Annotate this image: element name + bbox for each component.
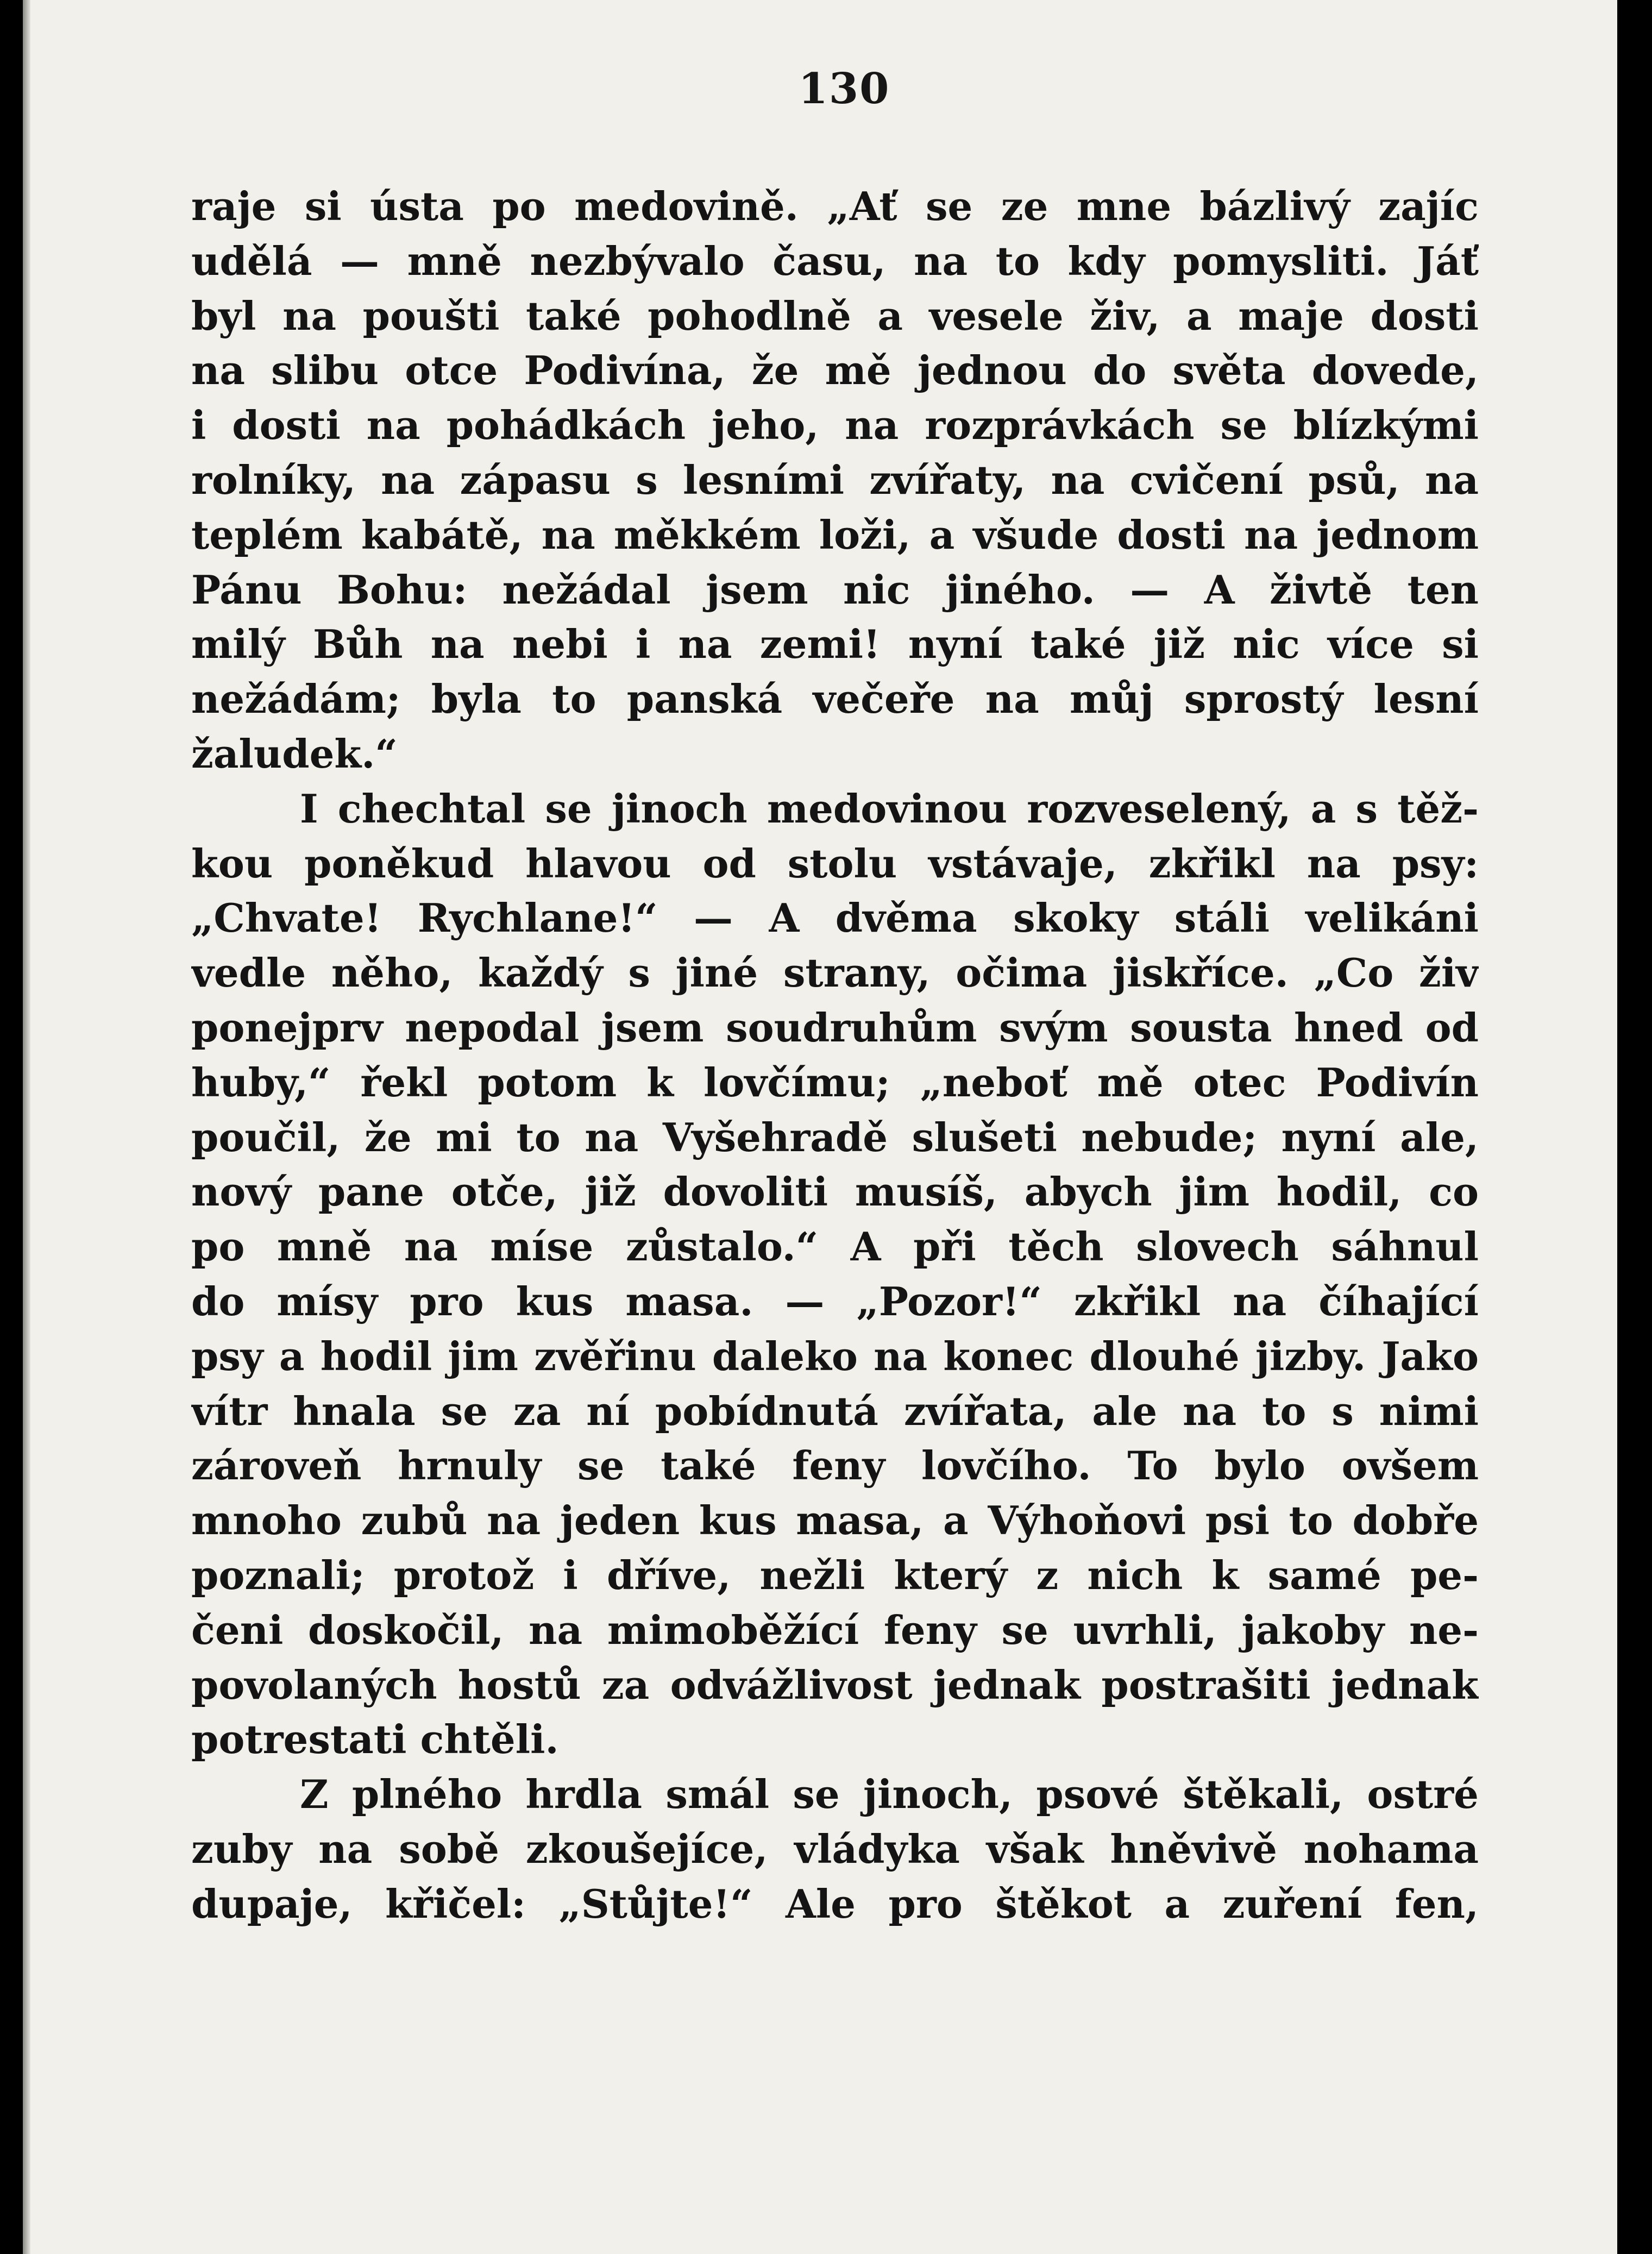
text-line: „Chvate! Rychlane!“ — A dvěma skoky stáli velikáni [191, 895, 1479, 941]
text-line: teplém kabátě, na měkkém loži, a všude dosti na jednom [191, 511, 1479, 558]
text-line: i dosti na pohádkách jeho, na rozprávkách se blízkými [191, 402, 1479, 449]
text-line: na slibu otce Podivína, že mě jednou do světa dovede, [191, 347, 1479, 394]
text-line: zuby na sobě zkoušejíce, vládyka však hněvivě nohama [191, 1825, 1479, 1872]
text-line: mnoho zubů na jeden kus masa, a Výhoňovi psi to dobře [191, 1497, 1479, 1544]
text-line: po mně na míse zůstalo.“ A při těch slovech sáhnul [191, 1223, 1479, 1270]
text-line: Z plného hrdla smál se jinoch, psové štěkali, ostré [300, 1771, 1479, 1818]
text-line: povolaných hostů za odvážlivost jednak postrašiti jednak [191, 1661, 1479, 1708]
text-line: byl na poušti také pohodlně a vesele živ, a maje dosti [191, 292, 1479, 339]
text-line: poučil, že mi to na Vyšehradě slušeti nebude; nyní ale, [191, 1114, 1479, 1160]
text-line: udělá — mně nezbývalo času, na to kdy pomysliti. Jáť [191, 237, 1479, 284]
text-line: milý Bůh na nebi i na zemi! nyní také již nic více si [191, 621, 1479, 668]
text-line: ponejprv nepodal jsem soudruhům svým sousta hned od [191, 1004, 1479, 1051]
text-line: I chechtal se jinoch medovinou rozveselený, a s těž- [300, 785, 1479, 832]
text-line: vítr hnala se za ní pobídnutá zvířata, ale na to s nimi [191, 1387, 1479, 1434]
text-line: raje si ústa po medovině. „Ať se ze mne bázlivý zajíc [191, 183, 1479, 229]
text-line: vedle něho, každý s jiné strany, očima jiskříce. „Co živ [191, 950, 1479, 996]
text-line: čeni doskočil, na mimoběžící feny se uvrhli, jakoby ne- [191, 1606, 1479, 1653]
text-line: huby,“ řekl potom k lovčímu; „neboť mě otec Podivín [191, 1059, 1479, 1106]
text-line: rolníky, na zápasu s lesními zvířaty, na cvičení psů, na [191, 456, 1479, 503]
text-line: nežádám; byla to panská večeře na můj sprostý lesní [191, 676, 1479, 723]
text-line: kou poněkud hlavou od stolu vstávaje, zkřikl na psy: [191, 840, 1479, 887]
text-line: poznali; protož i dříve, nežli který z nich k samé pe- [191, 1552, 1479, 1598]
text-line: zároveň hrnuly se také feny lovčího. To bylo ovšem [191, 1442, 1479, 1489]
page-number: 130 [798, 64, 890, 114]
book-page [23, 0, 1617, 2254]
body-text [191, 179, 1479, 1932]
text-line: psy a hodil jim zvěřinu daleko na konec dlouhé jizby. Jako [191, 1333, 1479, 1379]
text-line: do mísy pro kus masa. — „Pozor!“ zkřikl na číhající [191, 1278, 1479, 1324]
text-line: Pánu Bohu: nežádal jsem nic jiného. — A živtě ten [191, 566, 1479, 613]
text-line: potrestati chtěli. [191, 1716, 559, 1763]
text-line: nový pane otče, již dovoliti musíš, abych jim hodil, co [191, 1169, 1479, 1215]
text-line: dupaje, křičel: „Stůjte!“ Ale pro štěkot a zuření fen, [191, 1880, 1479, 1927]
text-line: žaludek.“ [191, 730, 398, 777]
